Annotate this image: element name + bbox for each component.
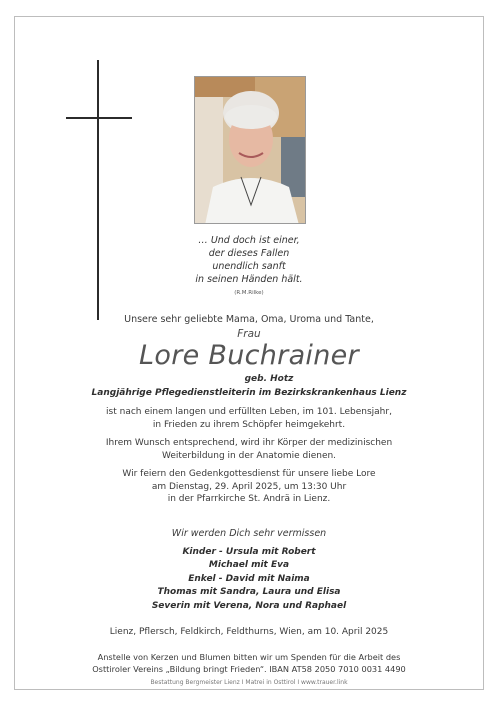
paragraph-line: in der Pfarrkirche St. Andrä in Lienz. [167,494,331,504]
place-date: Lienz, Pflersch, Feldkirch, Feldthurns, Wien, am 10. April 2025 [109,627,389,637]
poem-author: (R.M.Rilke) [234,290,264,296]
donation-note [14,651,484,675]
paragraph-passing [14,406,484,431]
paragraph-line: Ihrem Wunsch entsprechend, wird ihr Körper der medizinischen [105,438,393,448]
paragraph-line: in Frieden zu ihrem Schöpfer heimgekehrt. [152,419,346,430]
family-line: Kinder - Ursula mit Robert [182,547,316,557]
poem [14,234,484,300]
footer-text: Bestattung Bergmeister Lienz I Matrei in Osttirol I www.trauer.link [150,679,348,686]
family-line: Michael mit Eva [208,560,290,571]
paragraph-line: Wir feiern den Gedenkgottesdienst für unsere liebe Lore [122,469,376,479]
family-line: Severin mit Verena, Nora und Raphael [151,600,347,611]
portrait-photo [194,76,306,224]
maiden-name: geb. Hotz [244,374,294,384]
cross-icon-bar [66,117,132,119]
family-line: Enkel - David mit Naima [188,573,310,584]
poem-line: unendlich sanft [212,261,286,272]
intro-text: Unsere sehr geliebte Mama, Oma, Uroma und Tante, [124,314,374,325]
paragraph-line: Weiterbildung in der Anatomie dienen. [161,450,337,461]
deceased-name: Lore Buchrainer [139,340,359,371]
poem-line: der dieses Fallen [208,248,290,259]
poem-line: … Und doch ist einer, [198,235,300,246]
family-list [14,546,484,613]
miss-you-text: Wir werden Dich sehr vermissen [171,528,327,539]
paragraph-line: am Dienstag, 29. April 2025, um 13:30 Uhr [151,481,347,492]
family-line: Thomas mit Sandra, Laura und Elisa [157,587,341,598]
role-text: Langjährige Pflegedienstleiterin im Bezirkskrankenhaus Lienz [91,388,407,398]
salutation: Frau [237,328,261,340]
paragraph-line: ist nach einem langen und erfüllten Leben, im 101. Lebensjahr, [106,407,392,417]
paragraph-wish [14,437,484,462]
donation-line: Anstelle von Kerzen und Blumen bitten wir um Spenden für die Arbeit des [97,652,401,662]
poem-line: in seinen Händen hält. [195,274,303,285]
donation-line: Osttiroler Vereins „Bildung bringt Frieden“. IBAN AT58 2050 7010 0031 4490 [92,664,406,674]
paragraph-service [14,468,484,506]
